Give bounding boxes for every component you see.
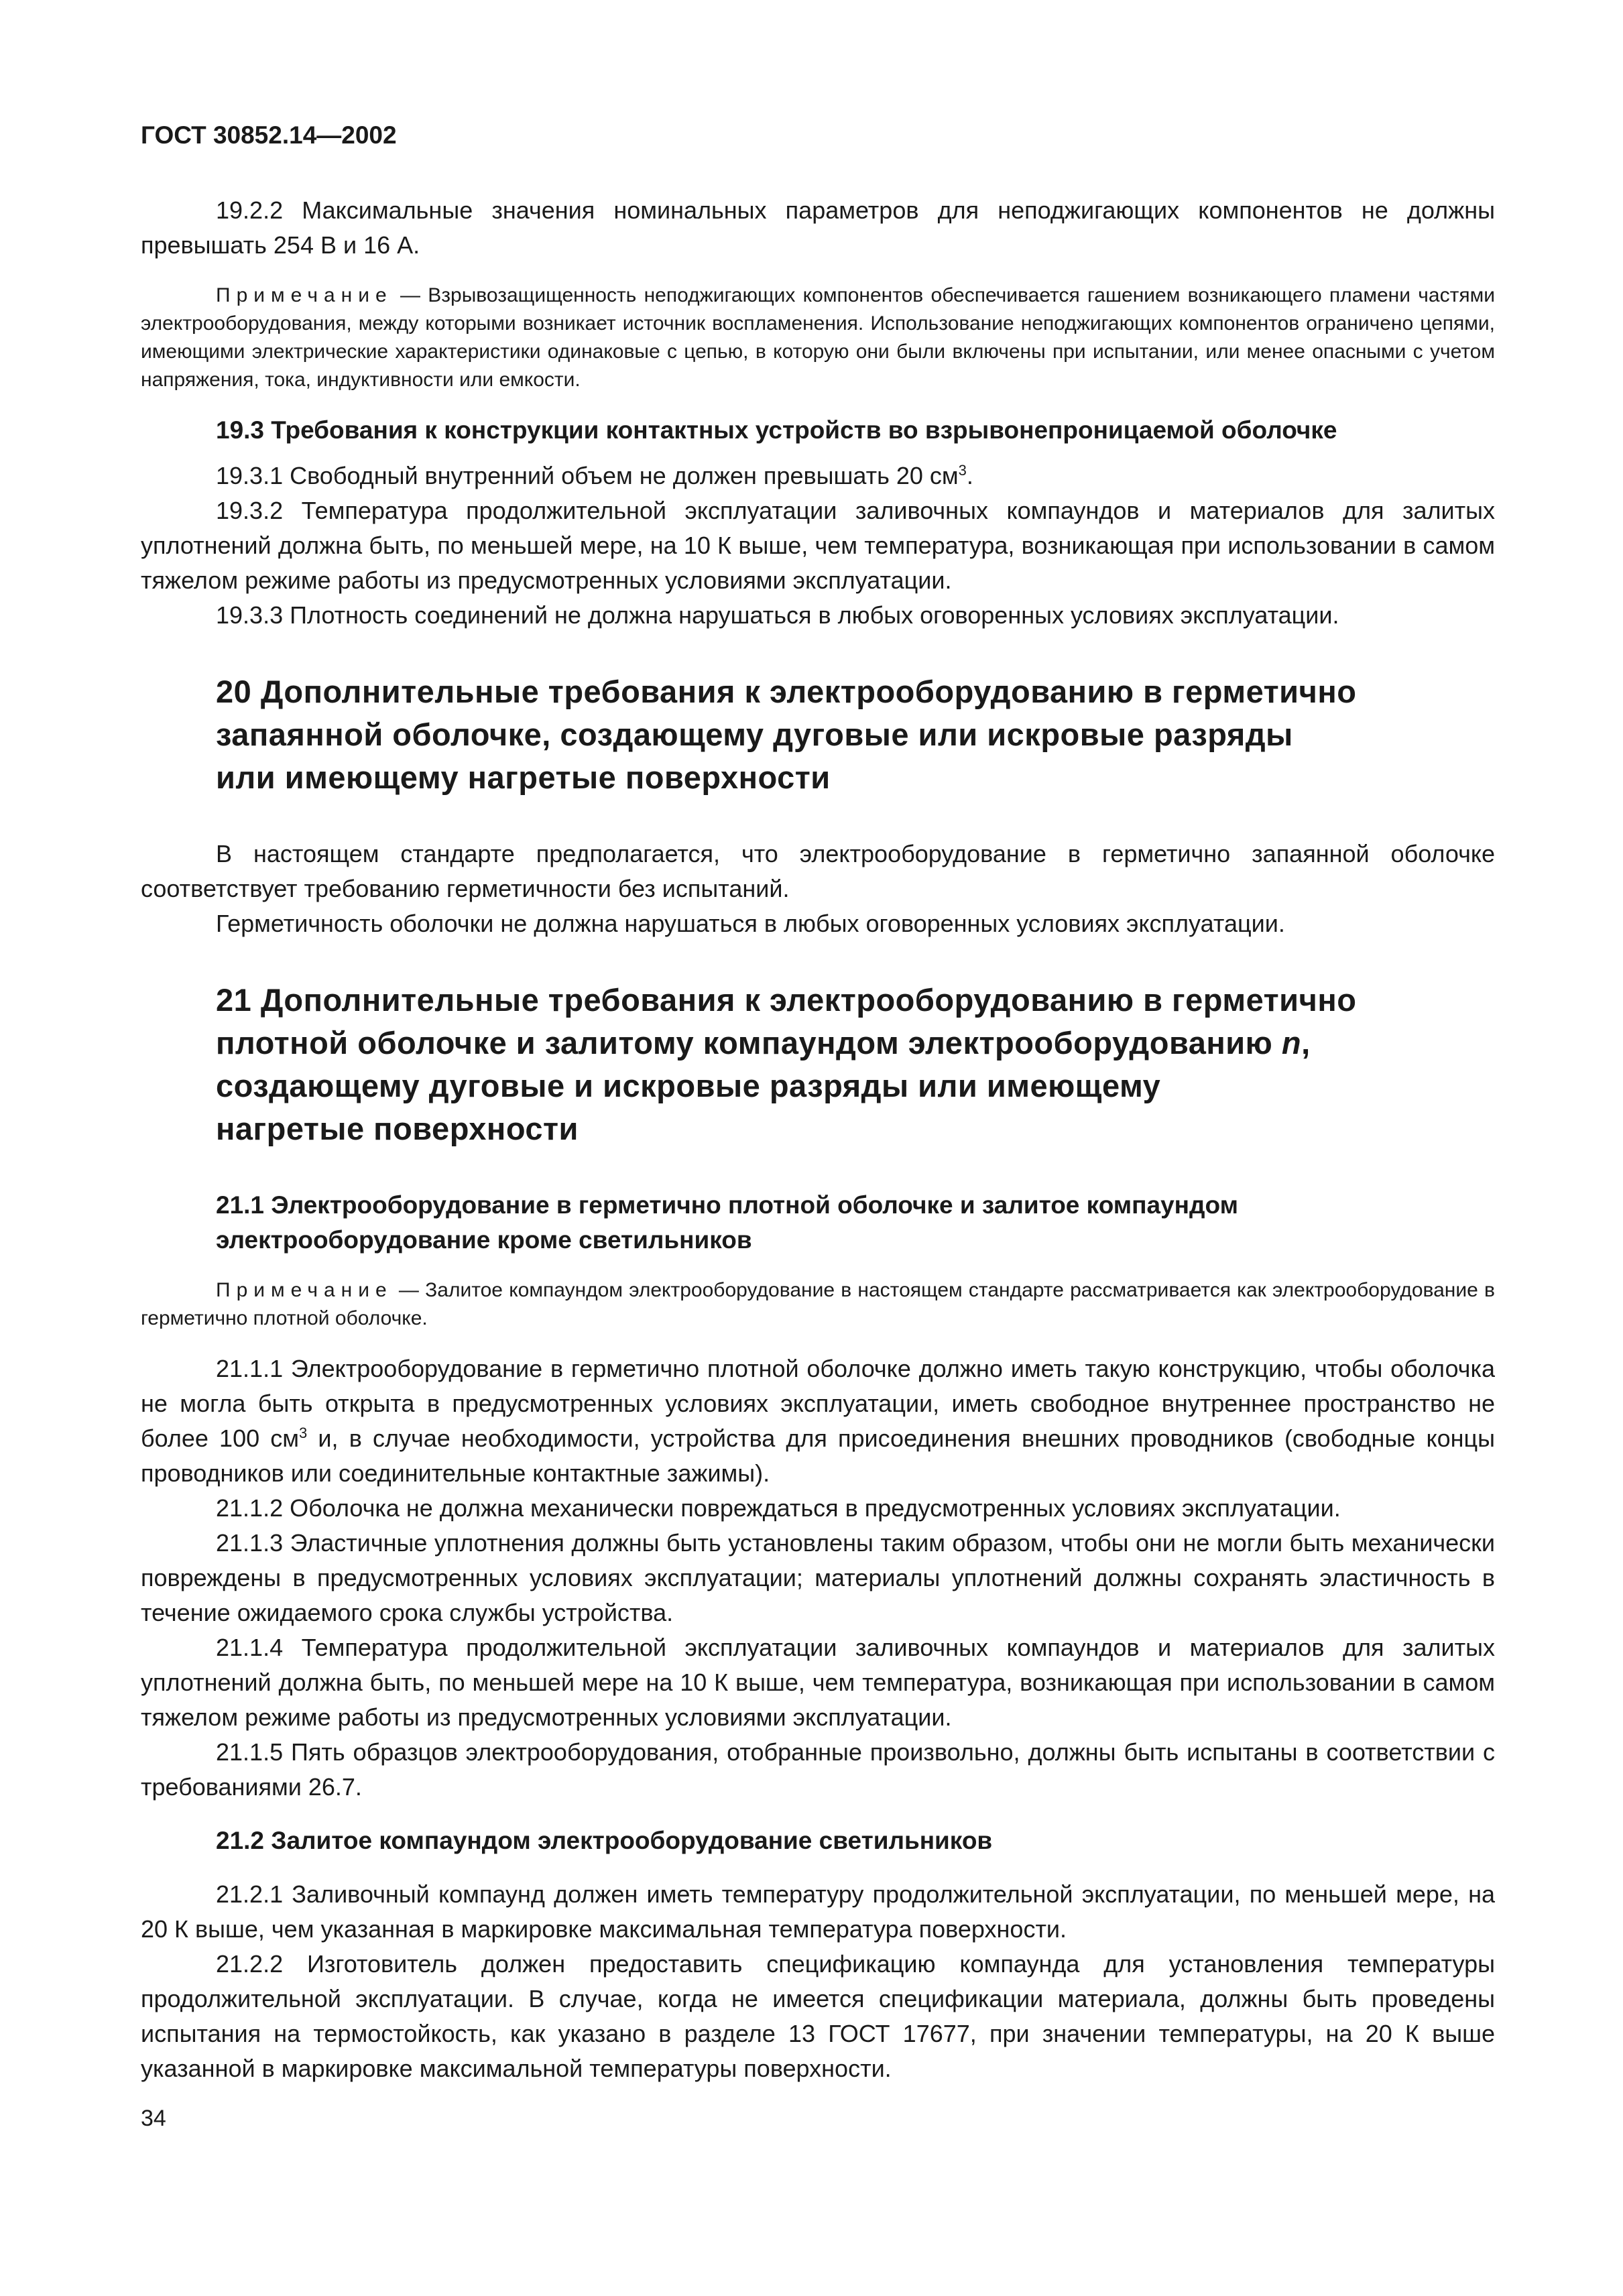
heading-20-line-3: или имеющему нагретые поверхности [216,760,831,795]
heading-20-line-2: запаянной оболочке, создающему дуговые или искровые разряды [216,717,1293,752]
heading-21-line-3: создающему дуговые и искровые разряды или имеющему [216,1068,1161,1103]
heading-21-line-2 [216,1022,1495,1065]
paragraph-21-2-1: 21.2.1 Заливочный компаунд должен иметь температуру продолжительной эксплуатации, по меньшей мере, на 20 К выше, чем указанная в маркировке максимальная температура поверхности. [141,1880,1495,1943]
paragraph-21-1-1-text: 21.1.1 Электрооборудование в герметично плотной оболочке должно иметь такую конструкцию, чтобы оболочка не могла быть открыта в предусмотренных условиях эксплуатации, иметь свободное внутреннее пространство не более 100 см [141,1355,1495,1452]
paragraph-19-3-2: 19.3.2 Температура продолжительной эксплуатации заливочных компаундов и материалов для залитых уплотнений должна быть, по меньшей мере, на 10 К выше, чем температура, возникающая при использовании в самом тяжелом режиме работы из предусмотренных условиями эксплуатации. [141,497,1495,594]
note-label: Примечание [216,1279,393,1301]
superscript-cubic: 3 [299,1425,308,1441]
heading-21-line-1: 21 Дополнительные требования к электрооборудованию в герметично [216,982,1357,1018]
paragraph-21-1-1 [141,1351,1495,1491]
document-page [141,121,1495,2086]
paragraph-21-1-1-end: и, в случае необходимости, устройства для присоединения внешних проводников (свободные концы проводников или соединительные контактные зажимы). [141,1425,1496,1487]
paragraph-21-2-2: 21.2.2 Изготовитель должен предоставить спецификацию компаунда для установления температуры продолжительной эксплуатации. В случае, когда не имеется спецификации материала, должны быть проведены испытания на термостойкость, как указано в разделе 13 ГОСТ 17677, при значении температуры, на 20 К выше указанной в маркировке максимальной температуры поверхности. [141,1950,1495,2082]
heading-21-1-line-2: электрооборудование кроме светильников [216,1226,752,1254]
heading-19-3: 19.3 Требования к конструкции контактных устройств во взрывонепроницаемой оболочке [216,416,1337,444]
paragraph-20-2: Герметичность оболочки не должна нарушаться в любых оговоренных условиях эксплуатации. [216,910,1285,937]
heading-section-20 [141,670,1495,799]
page-number: 34 [141,2106,166,2131]
heading-21-2: 21.2 Залитое компаундом электрооборудование светильников [216,1827,993,1854]
paragraph-20-1: В настоящем стандарте предполагается, что электрооборудование в герметично запаянной оболочке соответствует требованию герметичности без испытаний. [141,840,1495,902]
note-19-2 [141,282,1495,394]
paragraph-19-2-2: 19.2.2 Максимальные значения номинальных параметров для неподжигающих компонентов не должны превышать 254 В и 16 А. [141,196,1495,259]
paragraph-21-1-5: 21.1.5 Пять образцов электрооборудования, отобранные произвольно, должны быть испытаны в соответствии с требованиями 26.7. [141,1738,1495,1801]
heading-21-line-4: нагретые поверхности [216,1111,579,1146]
note-text: — Залитое компаундом электрооборудование в настоящем стандарте рассматривается как электрооборудование в герметично плотной оболочке. [141,1279,1495,1329]
paragraph-19-3-1-text: 19.3.1 Свободный внутренний объем не должен превышать 20 см [216,462,959,489]
note-label: Примечание [216,284,393,306]
superscript-cubic: 3 [958,462,967,479]
paragraph-19-3-1-end: . [966,462,973,489]
paragraph-21-1-2: 21.1.2 Оболочка не должна механически повреждаться в предусмотренных условиях эксплуатации. [216,1494,1341,1522]
heading-21-italic-n: n [1281,1025,1302,1061]
heading-21-line-2-comma: , [1301,1025,1311,1061]
note-text: — Взрывозащищенность неподжигающих компонентов обеспечивается гашением возникающего пламени частями электрооборудования, между которыми возникает источник воспламенения. Использование неподжигающих компонентов ограничено цепями, имеющими электрические характеристики одинаковые с цепью, в которую они были включены при испытании, или менее опасными с учетом напряжения, тока, индуктивности или емкости. [141,284,1495,391]
heading-21-1 [141,1188,1495,1258]
paragraph-19-3-1 [141,459,1495,493]
document-id-header: ГОСТ 30852.14—2002 [141,121,397,149]
heading-20-line-1: 20 Дополнительные требования к электрооборудованию в герметично [216,674,1357,709]
note-21-1 [141,1276,1495,1333]
paragraph-19-3-3: 19.3.3 Плотность соединений не должна нарушаться в любых оговоренных условиях эксплуатации. [216,601,1339,629]
heading-21-1-line-1: 21.1 Электрооборудование в герметично плотной оболочке и залитое компаундом [216,1191,1239,1219]
heading-section-21 [141,979,1495,1150]
paragraph-21-1-3: 21.1.3 Эластичные уплотнения должны быть установлены таким образом, чтобы они не могли быть механически повреждены в предусмотренных условиях эксплуатации; материалы уплотнений должны сохранять эластичность в течение ожидаемого срока службы устройства. [141,1529,1495,1626]
heading-21-line-2-text: плотной оболочке и залитому компаундом электрооборудованию [216,1025,1282,1061]
paragraph-21-1-4: 21.1.4 Температура продолжительной эксплуатации заливочных компаундов и материалов для залитых уплотнений должна быть, по меньшей мере на 10 К выше, чем температура, возникающая при использовании в самом тяжелом режиме работы из предусмотренных условиями эксплуатации. [141,1634,1495,1731]
